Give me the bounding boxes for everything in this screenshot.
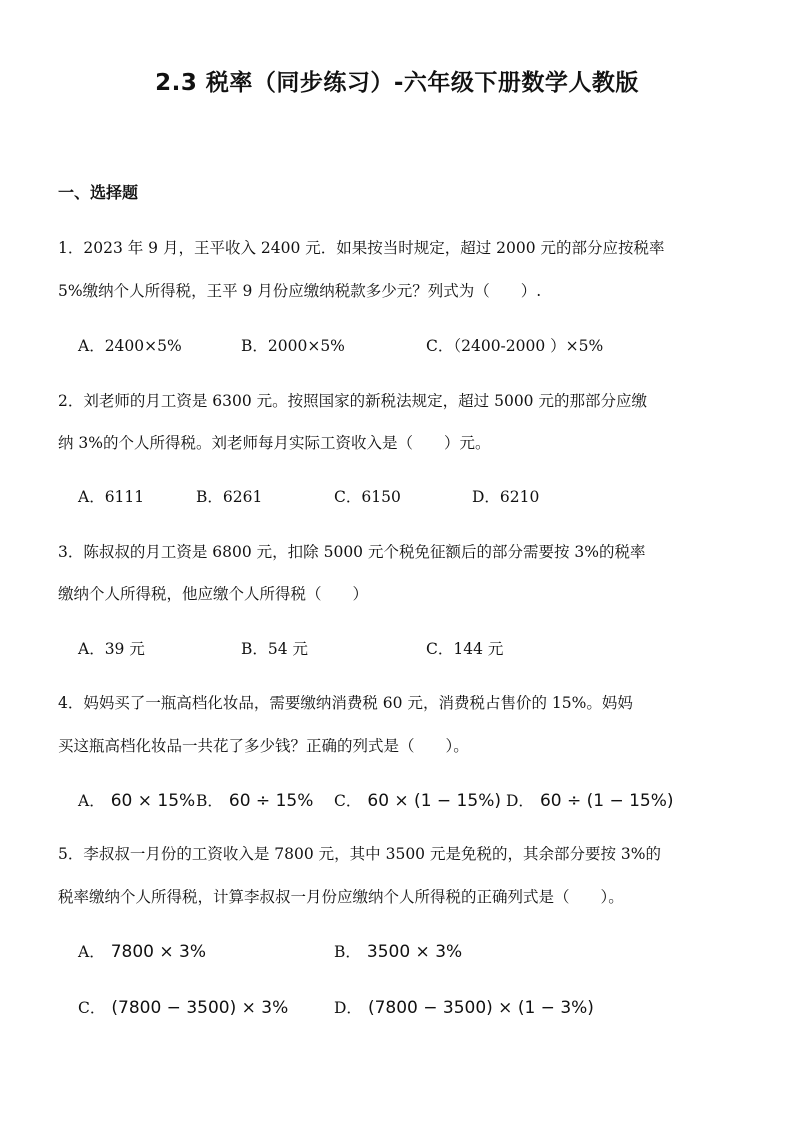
question-5-line-1: 5．李叔叔一月份的工资收入是 7800 元，其中 3500 元是免税的，其余部分要按 3%的	[58, 845, 661, 863]
question-2-line-2: 纳 3%的个人所得税。刘老师每月实际工资收入是（ ）元。	[58, 434, 491, 452]
option-label: B．	[334, 943, 361, 961]
question-3-option-a: A．39 元	[78, 640, 145, 658]
question-2-line-1: 2．刘老师的月工资是 6300 元。按照国家的新税法规定，超过 5000 元的那部分应缴	[58, 392, 647, 410]
option-expression: 60 × 15%	[110, 791, 196, 811]
question-1-option-a: A．2400×5%	[78, 337, 182, 355]
question-3-line-1: 3．陈叔叔的月工资是 6800 元，扣除 5000 元个税免征额后的部分需要按 3%的税率	[58, 543, 646, 561]
question-5-option-d	[334, 996, 594, 1018]
question-1-option-c: C．（2400-2000 ）×5%	[426, 337, 604, 355]
option-expression: (7800 − 3500) × (1 − 3%)	[367, 998, 594, 1018]
option-label: B．	[196, 792, 223, 810]
question-3-line-2: 缴纳个人所得税，他应缴个人所得税（ ）	[58, 585, 369, 603]
option-expression: 60 × (1 − 15%)	[367, 791, 501, 811]
option-expression: 3500 × 3%	[366, 942, 463, 962]
section-heading: 一、选择题	[58, 183, 139, 202]
option-expression: (7800 − 3500) × 3%	[111, 998, 289, 1018]
question-1-line-1: 1．2023 年 9 月，王平收入 2400 元．如果按当时规定，超过 2000 元的部分应按税率	[58, 239, 665, 257]
question-2-option-b: B．6261	[196, 488, 263, 506]
question-2-option-a: A．6111	[78, 488, 145, 506]
option-expression: 7800 × 3%	[110, 942, 206, 962]
question-5-option-b	[334, 940, 462, 962]
question-4-line-1: 4．妈妈买了一瓶高档化妆品，需要缴纳消费税 60 元，消费税占售价的 15%。妈妈	[58, 694, 633, 712]
question-4-line-2: 买这瓶高档化妆品一共花了多少钱？正确的列式是（ ）。	[58, 737, 469, 755]
question-5-line-2: 税率缴纳个人所得税，计算李叔叔一月份应缴纳个人所得税的正确列式是（ ）。	[58, 888, 624, 906]
page-title: 2.3 税率（同步练习）-六年级下册数学人教版	[155, 70, 639, 96]
question-4-option-c	[334, 789, 501, 811]
question-1-option-b: B．2000×5%	[241, 337, 345, 355]
question-4-option-d	[506, 789, 674, 811]
option-expression: 60 ÷ (1 − 15%)	[539, 791, 674, 811]
option-label: D．	[334, 999, 362, 1017]
option-label: C．	[334, 792, 362, 810]
question-2-option-c: C．6150	[334, 488, 401, 506]
question-4-option-b	[196, 789, 313, 811]
question-2-option-d: D．6210	[472, 488, 540, 506]
question-5-option-a	[78, 940, 206, 962]
option-expression: 60 ÷ 15%	[228, 791, 314, 811]
option-label: D．	[506, 792, 534, 810]
question-3-option-c: C．144 元	[426, 640, 504, 658]
question-1-line-2: 5%缴纳个人所得税，王平 9 月份应缴纳税款多少元？列式为（ ）.	[58, 282, 542, 300]
option-label: A．	[78, 792, 105, 810]
question-3-option-b: B．54 元	[241, 640, 309, 658]
option-label: A．	[78, 943, 105, 961]
option-label: C．	[78, 999, 106, 1017]
question-4-option-a	[78, 789, 195, 811]
question-5-option-c	[78, 996, 288, 1018]
